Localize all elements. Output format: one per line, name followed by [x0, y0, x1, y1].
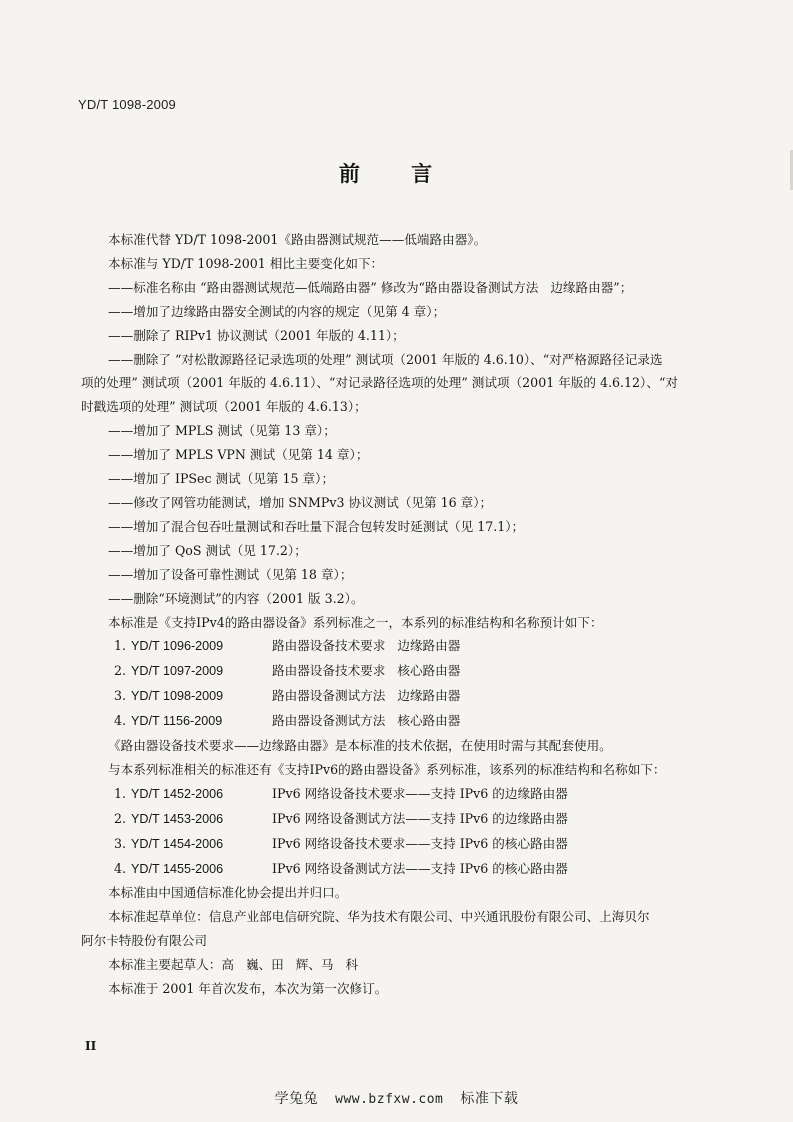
standard-code: YD/T 1098-2009: [131, 689, 224, 704]
page-title: 前 言: [338, 162, 455, 186]
standard-code: YD/T 1156-2009: [131, 714, 223, 729]
change-item: ——删除了 RIPv1 协议测试（2001 年版的 4.11）；: [108, 327, 405, 343]
change-item: ——增加了 MPLS 测试（见第 13 章）；: [108, 423, 336, 439]
standard-code: YD/T 1096-2009: [131, 639, 224, 654]
change-item: ——标准名称由 “路由器测试规范—低端路由器” 修改为“路由器设备测试方法 边缘路由器”；: [108, 279, 633, 295]
paragraph-proposer: 本标准由中国通信标准化协会提出并归口。: [108, 885, 348, 901]
paragraph-series-ipv4: 本标准是《支持IPv4的路由器设备》系列标准之一，本系列的标准结构和名称预计如下：: [108, 614, 603, 630]
change-item: ——增加了 MPLS VPN 测试（见第 14 章）；: [108, 447, 369, 463]
paragraph-history: 本标准于 2001 年首次发布，本次为第一次修订。: [108, 981, 388, 997]
footer-url-link[interactable]: www.bzfxw.com: [335, 1092, 444, 1107]
foreword-body: [81, 228, 721, 1001]
change-item: ——删除了 “对松散源路径记录选项的处理” 测试项（2001 年版的 4.6.10）、“对严格源路径记录选: [108, 351, 663, 367]
paragraph-replaces: 本标准代替 YD/T 1098-2001《路由器测试规范——低端路由器》。: [108, 232, 487, 247]
standard-name: IPv6 网络设备测试方法——支持 IPv6 的核心路由器: [272, 860, 568, 876]
change-item: ——增加了设备可靠性测试（见第 18 章）；: [108, 566, 353, 582]
standard-name: 路由器设备测试方法 边缘路由器: [272, 688, 461, 704]
standard-code: YD/T 1452-2006: [131, 786, 224, 801]
download-footer: [0, 1088, 793, 1108]
list-item-ipv6: 1. YD/T 1452-2006 IPv6 网络设备技术要求——支持 IPv6 的边缘路由器: [81, 782, 721, 807]
standard-code: YD/T 1455-2006: [131, 861, 224, 876]
change-item: ——增加了混合包吞吐量测试和吞吐量下混合包转发时延测试（见 17.1）；: [108, 518, 525, 534]
standard-name: 路由器设备测试方法 核心路由器: [272, 713, 461, 729]
footer-site-name: 学兔兔: [274, 1091, 319, 1107]
change-item: ——删除“环境测试”的内容（2001 版 3.2）。: [108, 590, 364, 606]
change-item-continued: 时戳选项的处理” 测试项（2001 年版的 4.6.13）；: [81, 399, 367, 415]
paragraph-changes-intro: 本标准与 YD/T 1098-2001 相比主要变化如下：: [108, 255, 384, 271]
list-item-ipv4: 2. YD/T 1097-2009 路由器设备技术要求 核心路由器: [81, 659, 721, 684]
change-item: ——增加了 QoS 测试（见 17.2）；: [108, 542, 307, 558]
paragraph-series-ipv6: 与本系列标准相关的标准还有《支持IPv6的路由器设备》系列标准，该系列的标准结构和名称如下：: [108, 761, 666, 777]
paragraph-technical-basis: 《路由器设备技术要求——边缘路由器》是本标准的技术依据，在使用时需与其配套使用。: [108, 738, 612, 754]
list-item-ipv6: 3. YD/T 1454-2006 IPv6 网络设备技术要求——支持 IPv6 的核心路由器: [81, 832, 721, 857]
change-item: ——增加了 IPSec 测试（见第 15 章）；: [108, 471, 335, 487]
change-item: ——增加了边缘路由器安全测试的内容的规定（见第 4 章）；: [108, 303, 446, 319]
footer-tagline: 标准下载: [460, 1091, 519, 1107]
paragraph-drafting-units-continued: 阿尔卡特股份有限公司: [81, 933, 207, 949]
page-number: II: [85, 1039, 97, 1053]
standard-name: 路由器设备技术要求 核心路由器: [272, 663, 461, 679]
list-item-ipv4: 4. YD/T 1156-2009 路由器设备测试方法 核心路由器: [81, 709, 721, 734]
standard-name: IPv6 网络设备技术要求——支持 IPv6 的核心路由器: [272, 835, 568, 851]
standard-name: IPv6 网络设备测试方法——支持 IPv6 的边缘路由器: [272, 810, 568, 826]
list-item-ipv4: 3. YD/T 1098-2009 路由器设备测试方法 边缘路由器: [81, 684, 721, 709]
standard-code: YD/T 1454-2006: [131, 836, 224, 851]
list-item-ipv4: 1. YD/T 1096-2009 路由器设备技术要求 边缘路由器: [81, 634, 721, 659]
standard-code: YD/T 1453-2006: [131, 811, 224, 826]
standard-code-header: YD/T 1098-2009: [78, 97, 176, 112]
list-item-ipv6: 2. YD/T 1453-2006 IPv6 网络设备测试方法——支持 IPv6 的边缘路由器: [81, 807, 721, 832]
change-item-continued: 项的处理” 测试项（2001 年版的 4.6.11）、“对记录路径选项的处理” 测试项（2001 年版的 4.6.12）、“对: [81, 375, 678, 391]
standard-name: IPv6 网络设备技术要求——支持 IPv6 的边缘路由器: [272, 785, 568, 801]
change-item: ——修改了网管功能测试，增加 SNMPv3 协议测试（见第 16 章）；: [108, 494, 493, 510]
list-item-ipv6: 4. YD/T 1455-2006 IPv6 网络设备测试方法——支持 IPv6 的核心路由器: [81, 857, 721, 882]
standard-code: YD/T 1097-2009: [131, 664, 224, 679]
paragraph-drafting-units: 本标准起草单位：信息产业部电信研究院、华为技术有限公司、中兴通讯股份有限公司、上海贝尔: [108, 909, 650, 925]
paragraph-drafters: 本标准主要起草人：高 巍、田 辉、马 科: [108, 957, 359, 973]
standard-name: 路由器设备技术要求 边缘路由器: [272, 638, 461, 654]
